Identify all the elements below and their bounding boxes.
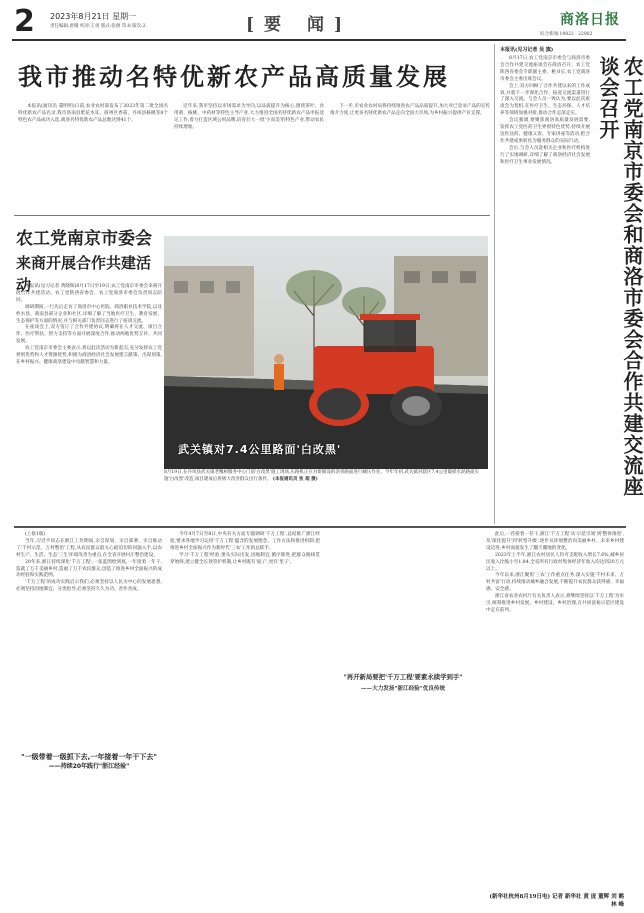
lower-section-rule — [14, 526, 626, 528]
right-lower-paragraph: 2023年上半年,浙江农村居民人均可支配收入增长7.6%,城乡居民收入比缩小至1.84,全省所有行政村集体经济年收入均达到20万元以上。 — [486, 552, 624, 572]
left-story-headline-1: 农工党南京市委会 — [16, 229, 152, 249]
mid-heading-2: "再开新局要把'千万工程'要素永续学到手" — [343, 673, 463, 681]
sidebar-paragraph: 8月17日,农工党南京市委会与商洛市委会合作共建交流座谈会在商洛召开。农工党陕西省委会专职副主委、秘书长,农工党商洛市委会主委出席会议。 — [500, 56, 590, 82]
article-end-credit — [486, 892, 624, 908]
end-credit: (新华社杭州8月19日电) — [489, 894, 551, 900]
end-authors: 记者 新华社 黄 庞 董辉 刘 鹤 林 峰 — [552, 894, 624, 908]
mid-heading-1: "一级带着一级抓下去,一年接着一年干下去" — [21, 753, 157, 761]
mid-heading-block — [18, 752, 160, 772]
mid-paragraph: '千万工程'的成功实践启示我们,必须坚持以人民为中心的发展思想,必须坚持因地制宜、分类指导,必须坚持久久为功、善作善成。 — [16, 580, 162, 593]
lead-paragraph: 近年来,我市坚持以市场需求为导向,以品质提升为核心,围绕茶叶、食用菌、核桃、中药材等特色主导产业,大力推进全国名特优新农产品申报登记工作,着力打造区域公用品牌,培育壮大一批'小而美'的特色产业,带动农民持续增收。 — [174, 104, 324, 130]
left-story-paragraph: 本报讯(见习记者 黄晓晖)8月17日至19日,农工党南京市委会来商开展合作共建活动。农工党陕西省委会、农工党商洛市委会负责同志陪同。 — [16, 284, 162, 303]
mid-paragraph: 今年4月7日至8日,中央有关方面专题调研'千万工程',总结推广浙江经验,要求各地学习运用'千万工程'蕴含的发展理念、工作方法和推进机制,把推进乡村全面振兴作为新时代'三农'工作的总抓手。 — [170, 532, 320, 551]
photo-caption — [164, 470, 488, 484]
sidebar-paragraph: 会上,双方回顾了合作共建以来的工作成效,并就下一步深化合作、拓宽交流渠道进行了深入交流。与会人员一致认为,要以此次座谈会为契机,在医疗卫生、生态环保、人才培养等领域加强对接,推动合作走深走实。 — [500, 83, 590, 117]
right-lower-paragraph: 浙江省农业农村厅有关负责人表示,将继续坚持以'千万工程'为牵引,统筹推进乡村发展、乡村建设、乡村治理,在共同富裕示范区建设中走在前列。 — [486, 594, 624, 613]
mid-paragraph: 当年,习近平同志在浙江工作期间,亲自谋划、亲自部署、亲自推动了'千村示范、万村整治'工程,从农民群众最关心最迫切的问题入手,以农村生产、生活、生态'三生'环境改善为重点,在全省开展村庄整治建设。 — [16, 538, 162, 558]
road-roller-illustration — [164, 236, 488, 469]
mid-story-col-2 — [170, 532, 320, 904]
left-story-paragraph: 调研期间,一行先后走访了商洛市中心医院、商洛职业技术学院,以及柞水县、商南县部分企业和社区,详细了解了当地医疗卫生、教育发展、生态保护等方面的情况,并与相关部门负责同志进行了座谈交流。 — [16, 304, 162, 324]
lead-headline: 我市推动名特优新农产品高质量发展 — [18, 63, 450, 91]
editor-meta: 责任编辑:唐珊 校对:王勇 版式:张俊 印:8 版次:2 — [50, 24, 146, 29]
right-lower-paragraph: 此后,一茬接着一茬干,浙江'千万工程'从'示范引领'到'整体推进',从'深化提升'到'转型升级',逐步从环境整治向美丽乡村、未来乡村建设迈进,乡村面貌发生了翻天覆地的变化。 — [486, 532, 624, 551]
sidebar-body — [500, 56, 590, 526]
lead-paragraph: 下一步,市农业农村局将持续推进农产品品质提升,加大对已登录产品的宣传推介力度,让更多名特优新农产品走向全国大市场,为乡村振兴提供产业支撑。 — [330, 104, 490, 116]
photo-caption-text: 8月19日,在丹凤县武关镇老槐树服务中心门前'白改黑'施工现场,压路机正在对新铺设的沥青路面进行碾压作业。今年年初,武关镇对辖区7.4公里破损水泥路面实施'白改黑'改造,项目建成后将极大改善群众出行条件。 — [164, 470, 480, 482]
mid-story-col-3 — [328, 532, 478, 904]
lead-paragraph: 本报讯(通讯员 董明明)日前,农业农村部发布了2023年第二批全国名特优新农产品名录,我市洛南县紫花木耳、商州区香菇、丹凤县核桃等8个特色农产品成功入选,商洛名特优新农产品总数达到41个。 — [18, 104, 168, 123]
left-story-paragraph: 在座谈会上,双方签订了合作共建协议,明确将在人才交流、项目合作、医疗帮扶、智力支持等方面开展深度合作,推动两地优势互补、共同发展。 — [16, 325, 162, 345]
photo-overlay-title: 武关镇对7.4公里路面'白改黑' — [178, 443, 342, 456]
left-story-paragraph: 农工党南京市委会主委表示,将以此次活动为新起点,充分发挥农工党界别优势和人才资源优势,积极为商洛经济社会发展建言献策、出谋划策,在乡村振兴、健康商洛建设中贡献智慧和力量。 — [16, 346, 162, 365]
mid-story-col-1 — [16, 532, 162, 904]
left-story-headline-2: 来商开展合作共建活动 — [16, 254, 152, 294]
left-story-body — [16, 284, 162, 522]
issue-date: 2023年8月21日 星期一 — [50, 12, 137, 21]
lead-body-col-1 — [18, 104, 168, 210]
editor-line: 综合新闻:19822 · 22902 — [540, 32, 593, 37]
mid-paragraph: 学习'千万工程'经验,要从实际出发,因地制宜,循序渐进,把群众路线贯穿始终,建立健全长效管护机制,让乡村既有'面子',更有'里子'。 — [170, 552, 320, 565]
photo-credit: (本报通讯员 张 超 摄) — [272, 476, 318, 482]
mid-paragraph: (上接1版) — [25, 532, 46, 537]
page-number: 2 — [14, 4, 35, 39]
right-lower-paragraph: 今年以来,浙江聚焦'三农'工作重点任务,深入实施'千村未来、万村共富'行动,持续推动城乡融合发展,不断提升农民群众获得感、幸福感、安全感。 — [486, 573, 624, 593]
lead-body-col-3 — [330, 104, 490, 210]
mid-paragraph: 20年来,浙江持续深化'千万工程',一张蓝图绘到底,一年接着一年干,造就了万千美丽乡村,造福了万千农民群众,创造了推进乡村全面振兴的成功经验和实践范例。 — [16, 559, 162, 579]
section-rule — [14, 215, 490, 216]
sidebar-paragraph: 会议强调,要聚焦商洛高质量发展需要,发挥农工党医药卫生界别特色优势,持续开展送医送药、健康义诊、专家讲座等活动,把合作共建成果转化为服务群众的实际行动。 — [500, 118, 590, 144]
sidebar-paragraph: 会后,与会人员赴相关企业和医疗机构进行了实地调研,详细了解了商洛经济社会发展和医疗卫生事业发展情况。 — [500, 145, 590, 165]
sidebar-byline: 本报讯(见习记者 吴 旗) — [500, 47, 554, 53]
mid-heading-2-sub: ——大力发扬"浙江经验"优良传统 — [360, 686, 446, 692]
right-lower-col — [486, 532, 624, 892]
road-paving-photo — [164, 236, 488, 469]
mid-heading-1-sub: ——持续20年践行"浙江经验" — [48, 763, 130, 770]
section-title: [要 闻] — [246, 15, 353, 35]
newspaper-logo: 商洛日报 — [560, 12, 620, 28]
sidebar-divider — [494, 44, 495, 524]
lead-body-col-2 — [174, 104, 324, 210]
sidebar-vertical-headline: 农工党南京市委会和商洛市委会合作共建交流座谈会召开 — [596, 56, 644, 497]
masthead-rule — [12, 39, 626, 41]
